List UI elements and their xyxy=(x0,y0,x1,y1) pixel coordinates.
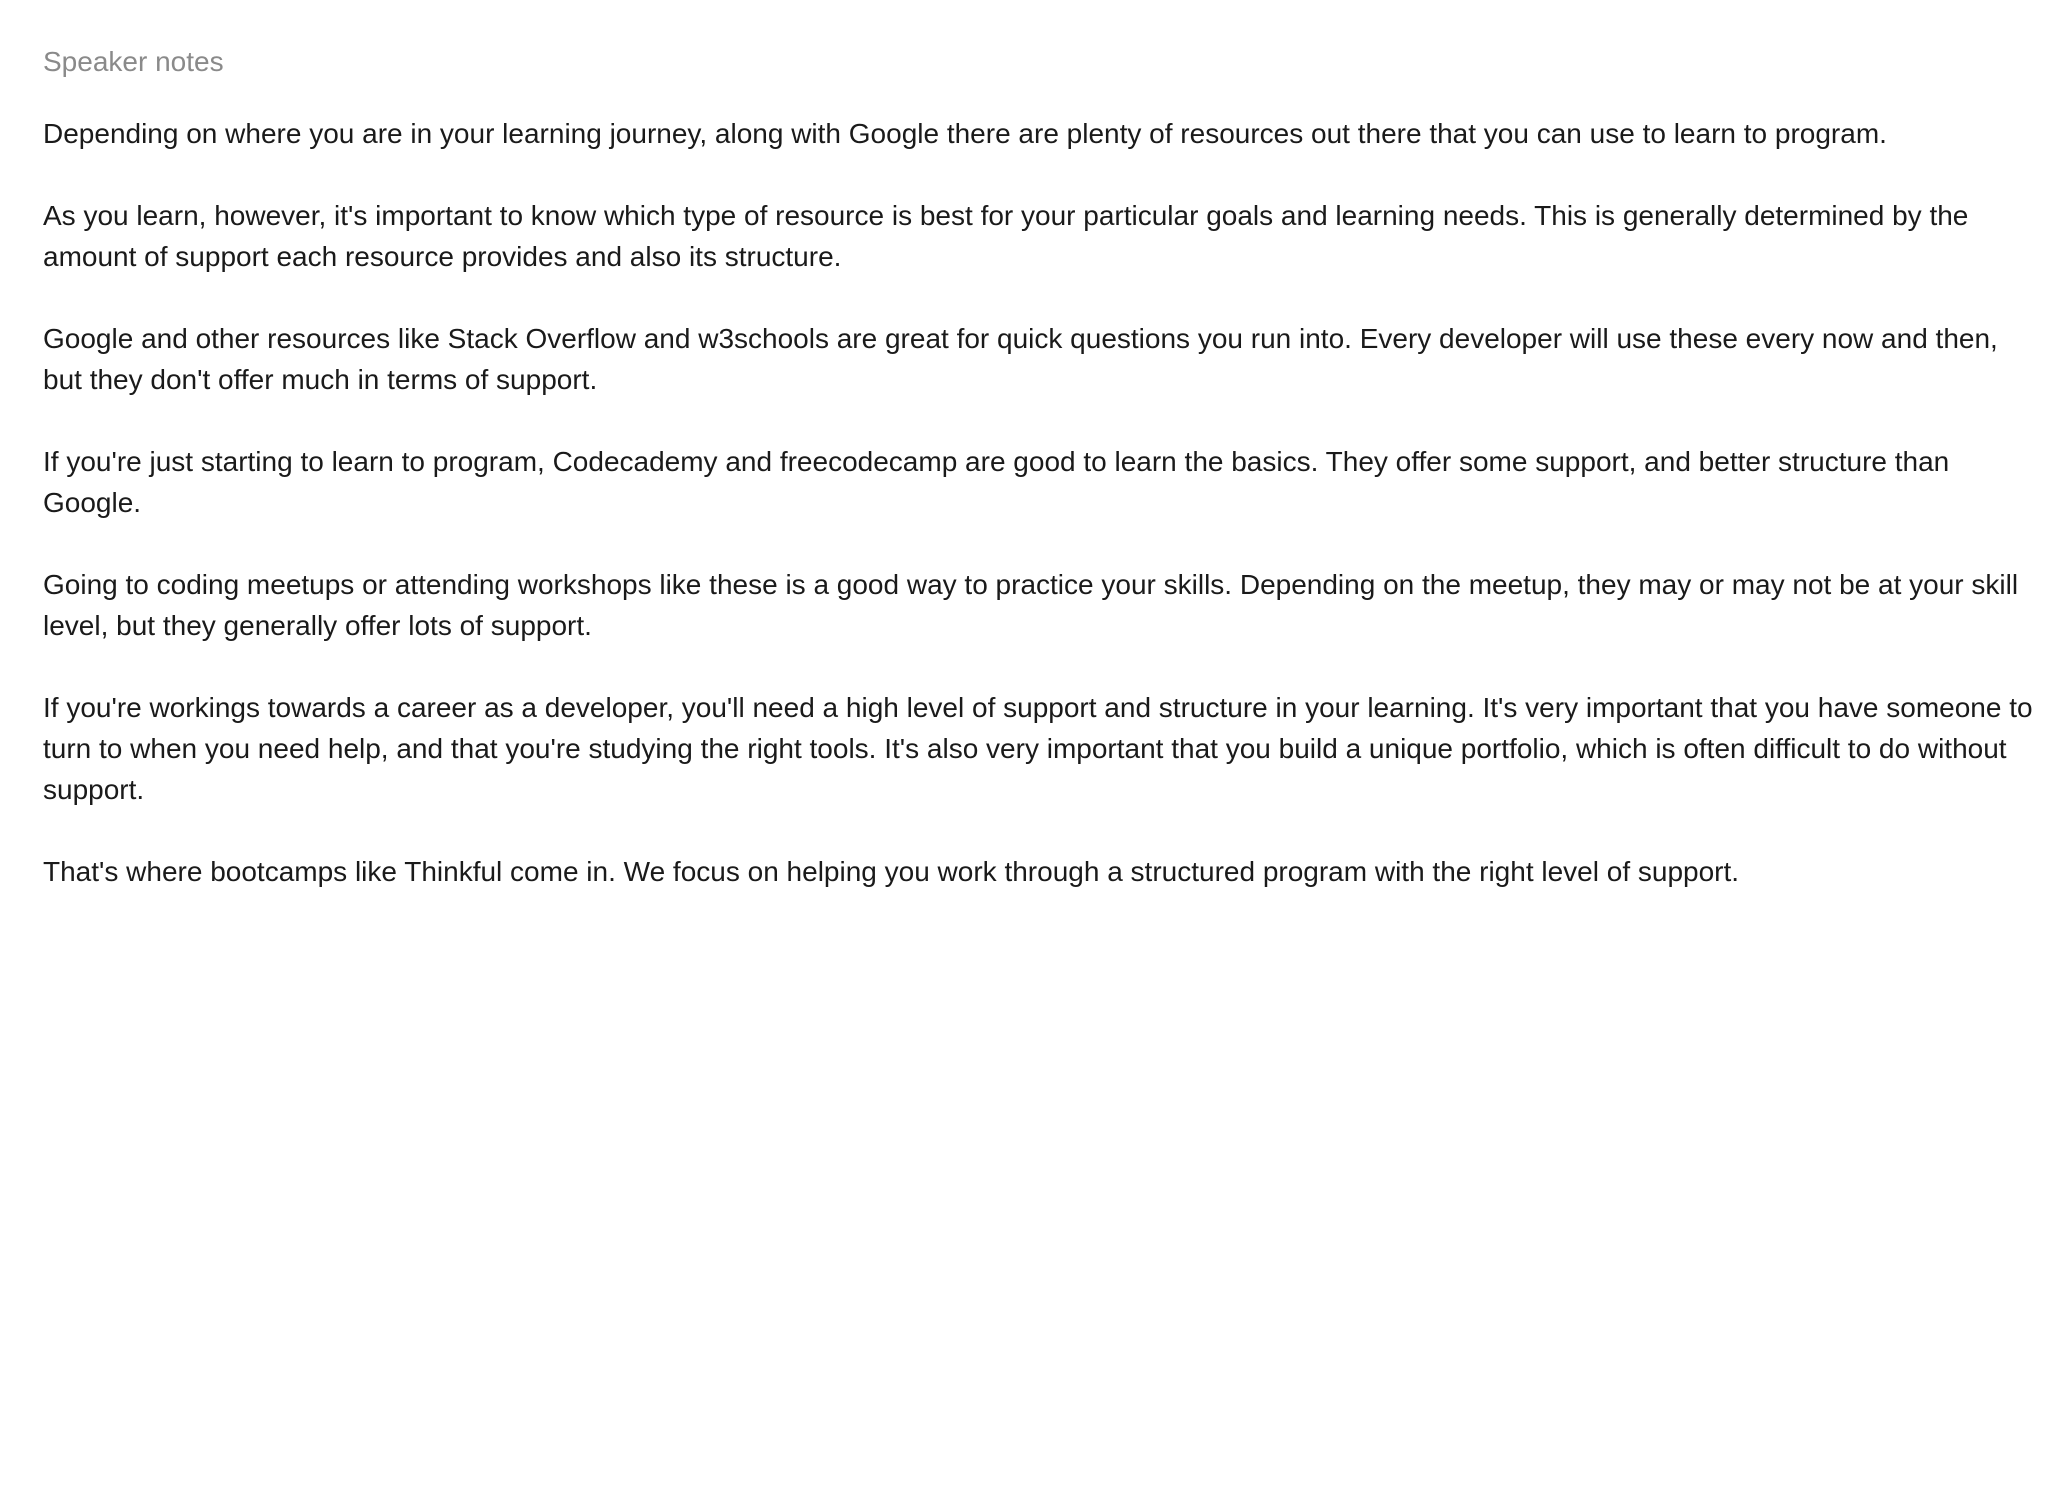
notes-paragraph-3: Google and other resources like Stack Overflow and w3schools are great for quick questions you run into. Every developer will use these every now and then, but they don't offer much in terms of support. xyxy=(43,323,1998,395)
notes-paragraph-7: That's where bootcamps like Thinkful come in. We focus on helping you work through a structured program with the right level of support. xyxy=(43,856,1740,887)
speaker-notes-heading: Speaker notes xyxy=(43,46,224,77)
notes-paragraph-1: Depending on where you are in your learning journey, along with Google there are plenty of resources out there that you can use to learn to program. xyxy=(43,118,1887,149)
notes-paragraph-6: If you're workings towards a career as a developer, you'll need a high level of support and structure in your learning. It's very important that you have someone to turn to when you need help, and that you're studying the right tools. It's also very important that you build a unique portfolio, which is often difficult to do without support. xyxy=(43,692,2033,805)
notes-paragraph-2: As you learn, however, it's important to know which type of resource is best for your particular goals and learning needs. This is generally determined by the amount of support each resource provides and also its structure. xyxy=(43,200,1969,272)
notes-paragraph-4: If you're just starting to learn to program, Codecademy and freecodecamp are good to learn the basics. They offer some support, and better structure than Google. xyxy=(43,446,1950,518)
speaker-notes-body[interactable] xyxy=(43,113,2033,892)
notes-paragraph-5: Going to coding meetups or attending workshops like these is a good way to practice your skills. Depending on the meetup, they may or may not be at your skill level, but they generally offer lots of support. xyxy=(43,569,2019,641)
